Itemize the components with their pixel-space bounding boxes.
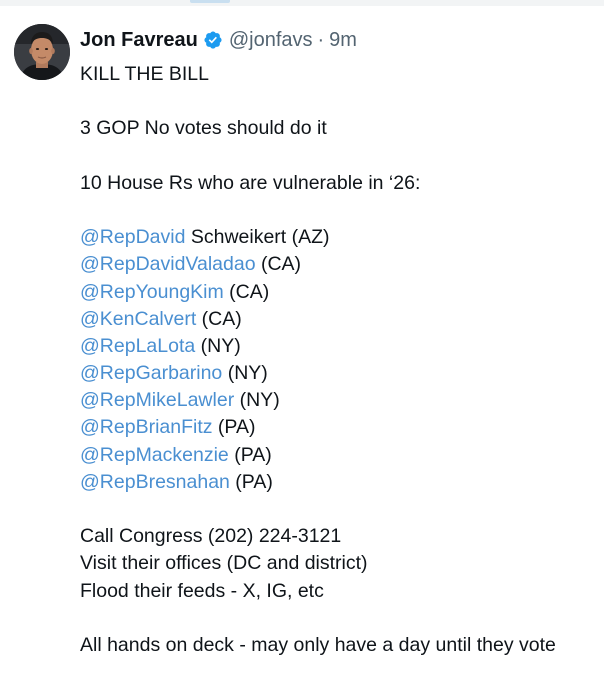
mention-link[interactable]: @KenCalvert bbox=[80, 307, 197, 330]
mention-link[interactable]: @RepYoungKim bbox=[80, 280, 224, 303]
mention-link[interactable]: @RepLaLota bbox=[80, 334, 196, 357]
tweet-line-closing: All hands on deck - may only have a day until they vote bbox=[80, 633, 556, 656]
rep-line bbox=[80, 251, 600, 278]
blank-line bbox=[80, 197, 600, 224]
rep-line bbox=[80, 469, 600, 496]
mention-link[interactable]: @RepBresnahan bbox=[80, 470, 230, 493]
rep-suffix: (CA) bbox=[255, 253, 302, 276]
rep-line bbox=[80, 279, 600, 306]
rep-line bbox=[80, 442, 600, 469]
rep-suffix: (CA) bbox=[196, 307, 242, 330]
display-name[interactable]: Jon Favreau bbox=[80, 29, 198, 51]
tweet-line-votes: 3 GOP No votes should do it bbox=[80, 117, 327, 140]
header-separator: · bbox=[317, 29, 325, 51]
rep-suffix: (NY) bbox=[195, 334, 241, 357]
mention-link[interactable]: @RepDavid bbox=[80, 226, 186, 249]
rep-suffix: Schweikert (AZ) bbox=[185, 226, 330, 249]
verified-badge-icon bbox=[203, 30, 223, 50]
tweet-headline: KILL THE BILL bbox=[80, 63, 209, 85]
avatar-photo-icon bbox=[14, 24, 70, 80]
rep-suffix: (PA) bbox=[212, 416, 256, 439]
tweet-text bbox=[80, 61, 600, 659]
rep-suffix: (NY) bbox=[222, 362, 268, 385]
rep-suffix: (PA) bbox=[229, 470, 273, 493]
rep-suffix: (PA) bbox=[228, 443, 272, 466]
mention-link[interactable]: @RepMikeLawler bbox=[80, 389, 235, 412]
blank-line bbox=[80, 605, 600, 632]
rep-line bbox=[80, 333, 600, 360]
avatar[interactable] bbox=[14, 24, 70, 80]
tweet-line-call: Call Congress (202) 224-3121 bbox=[80, 525, 342, 548]
tweet-line-visit: Visit their offices (DC and district) bbox=[80, 552, 368, 575]
rep-line bbox=[80, 224, 600, 251]
mention-link[interactable]: @RepDavidValadao bbox=[80, 253, 256, 276]
tweet-header bbox=[80, 26, 357, 54]
tweet-line-vulnerable: 10 House Rs who are vulnerable in ‘26: bbox=[80, 171, 421, 194]
mention-link[interactable]: @RepGarbarino bbox=[80, 362, 223, 385]
tweet-line-flood: Flood their feeds - X, IG, etc bbox=[80, 579, 324, 602]
mention-link[interactable]: @RepMackenzie bbox=[80, 443, 229, 466]
rep-line bbox=[80, 306, 600, 333]
rep-line bbox=[80, 360, 600, 387]
mention-link[interactable]: @RepBrianFitz bbox=[80, 416, 213, 439]
timestamp[interactable]: 9m bbox=[329, 29, 357, 51]
blank-line bbox=[80, 496, 600, 523]
rep-line bbox=[80, 414, 600, 441]
author-handle[interactable]: @jonfavs bbox=[228, 29, 313, 51]
blank-line bbox=[80, 88, 600, 115]
rep-suffix: (CA) bbox=[223, 280, 270, 303]
blank-line bbox=[80, 143, 600, 170]
rep-line bbox=[80, 387, 600, 414]
rep-suffix: (NY) bbox=[234, 389, 280, 412]
